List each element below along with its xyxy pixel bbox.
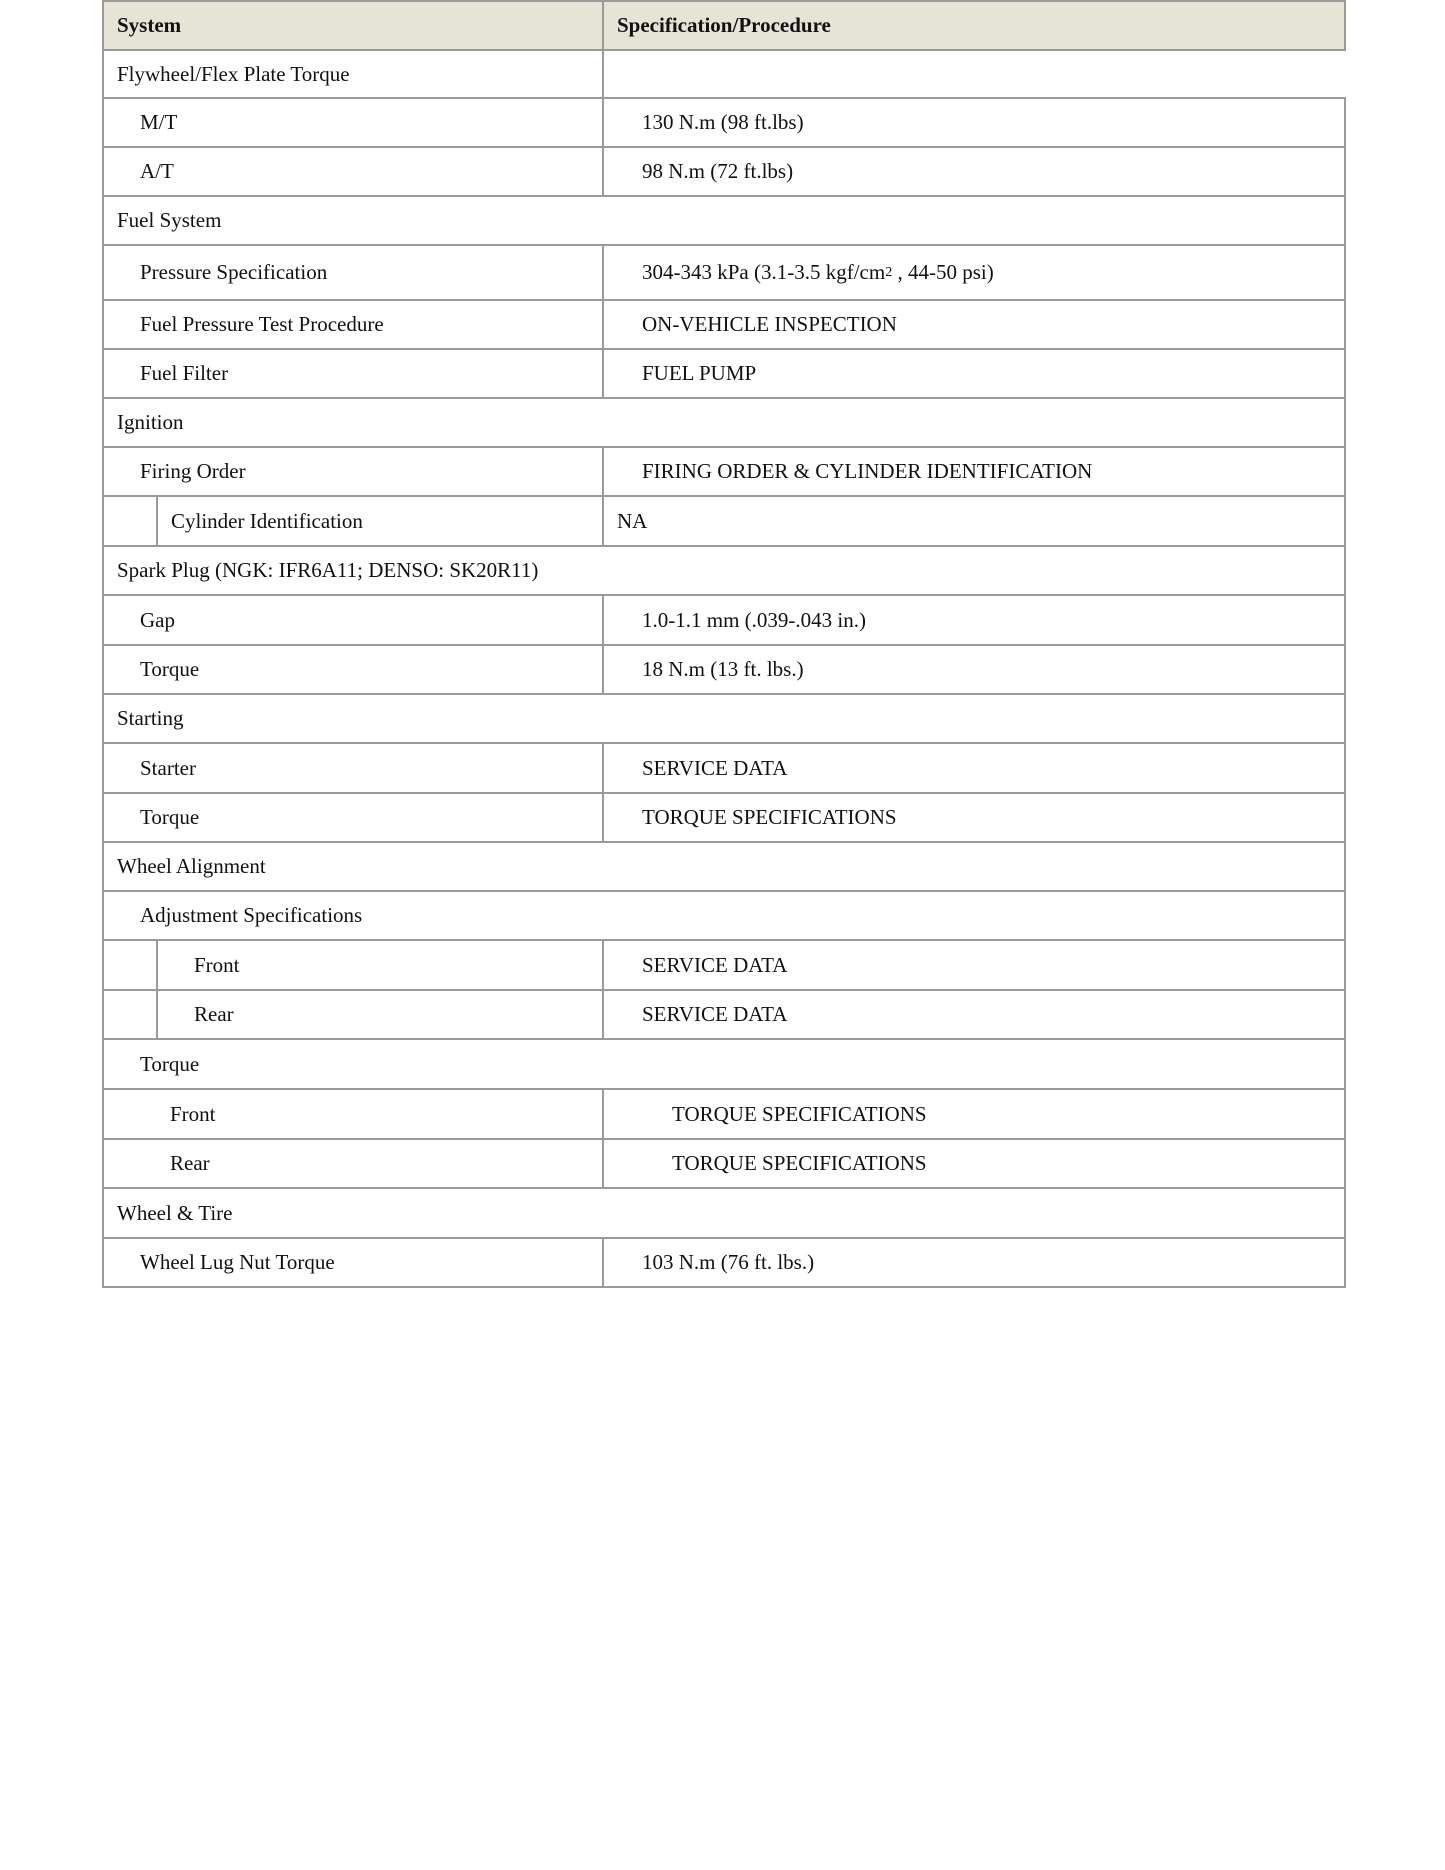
table-row	[102, 596, 1346, 646]
pressure-value-tail: , 44-50 psi)	[892, 260, 994, 284]
table-row	[102, 1239, 1346, 1288]
row-value: 1.0-1.1 mm (.039-.043 in.)	[642, 607, 866, 632]
table-row	[102, 991, 1346, 1040]
row-label: Rear	[104, 1140, 604, 1187]
row-value: 304-343 kPa (3.1-3.5 kgf/cm 2 , 44-50 psi)	[642, 260, 994, 284]
spec-table	[102, 0, 1346, 1288]
table-row	[102, 941, 1346, 991]
row-value: 103 N.m (76 ft. lbs.)	[642, 1250, 815, 1274]
table-row	[102, 497, 1346, 547]
table-row	[102, 246, 1346, 301]
row-value: 18 N.m (13 ft. lbs.)	[642, 657, 804, 681]
subsection-title: Torque	[140, 1051, 200, 1076]
row-value: 98 N.m (72 ft.lbs)	[642, 159, 794, 183]
section-title: Starting	[117, 706, 184, 730]
section-title: Fuel System	[117, 208, 222, 232]
table-row	[102, 350, 1346, 399]
row-label: Cylinder Identification	[171, 508, 363, 533]
table-row	[102, 744, 1346, 794]
table-row	[102, 99, 1346, 148]
row-label: M/T	[104, 99, 604, 146]
indent-spacer	[104, 497, 158, 545]
row-label: Starter	[104, 744, 604, 792]
header-system: System	[104, 2, 604, 49]
table-header-row	[102, 0, 1346, 51]
section-title: Flywheel/Flex Plate Torque	[104, 51, 604, 97]
subsection-row-torque	[102, 1040, 1346, 1090]
row-value-link[interactable]: SERVICE DATA	[642, 1002, 788, 1026]
section-title: Spark Plug (NGK: IFR6A11; DENSO: SK20R11)	[117, 558, 539, 582]
section-title: Wheel & Tire	[117, 1200, 233, 1225]
section-row-spark-plug	[102, 547, 1346, 596]
row-value: NA	[617, 508, 648, 533]
row-value-link[interactable]: TORQUE SPECIFICATIONS	[672, 1151, 927, 1175]
row-value-link[interactable]: SERVICE DATA	[642, 952, 788, 977]
subsection-row-adjustment	[102, 892, 1346, 941]
table-row	[102, 794, 1346, 843]
row-label: Front	[104, 1090, 604, 1138]
row-label-cell	[104, 497, 604, 545]
section-row-fuel	[102, 197, 1346, 246]
row-label: Rear	[194, 1002, 234, 1026]
row-label: Front	[194, 952, 240, 977]
pressure-value-main: 304-343 kPa (3.1-3.5 kgf/cm	[642, 260, 886, 284]
table-row	[102, 301, 1346, 350]
section-row-ignition	[102, 399, 1346, 448]
row-label: Firing Order	[104, 448, 604, 495]
table-row	[102, 448, 1346, 497]
section-title: Wheel Alignment	[117, 854, 266, 878]
table-row	[102, 1140, 1346, 1189]
row-label: Pressure Specification	[104, 246, 604, 299]
section-empty-cell	[604, 51, 1346, 97]
row-label: Gap	[104, 596, 604, 644]
row-label-cell	[104, 941, 604, 989]
row-value-link[interactable]: ON-VEHICLE INSPECTION	[642, 312, 897, 336]
section-row-wheel-tire	[102, 1189, 1346, 1239]
section-row-flywheel	[102, 51, 1346, 99]
section-row-wheel-alignment	[102, 843, 1346, 892]
row-label: Wheel Lug Nut Torque	[104, 1239, 604, 1286]
table-row	[102, 646, 1346, 695]
section-row-starting	[102, 695, 1346, 744]
indent-spacer	[104, 991, 158, 1038]
row-label: Torque	[104, 794, 604, 841]
row-value: 130 N.m (98 ft.lbs)	[642, 110, 804, 134]
row-value-link[interactable]: FUEL PUMP	[642, 361, 757, 385]
row-label-cell	[104, 991, 604, 1038]
subsection-title: Adjustment Specifications	[140, 903, 363, 927]
row-value-link[interactable]: TORQUE SPECIFICATIONS	[672, 1101, 927, 1126]
row-label: Torque	[104, 646, 604, 693]
row-value-link[interactable]: FIRING ORDER & CYLINDER IDENTIFICATION	[642, 459, 1093, 483]
row-value-link[interactable]: SERVICE DATA	[642, 755, 788, 780]
indent-spacer	[104, 941, 158, 989]
row-label: Fuel Filter	[104, 350, 604, 397]
row-label: A/T	[104, 148, 604, 195]
row-value-link[interactable]: TORQUE SPECIFICATIONS	[642, 805, 897, 829]
header-specification: Specification/Procedure	[617, 13, 831, 37]
table-row	[102, 148, 1346, 197]
table-row	[102, 1090, 1346, 1140]
row-label: Fuel Pressure Test Procedure	[104, 301, 604, 348]
section-title: Ignition	[117, 410, 184, 434]
